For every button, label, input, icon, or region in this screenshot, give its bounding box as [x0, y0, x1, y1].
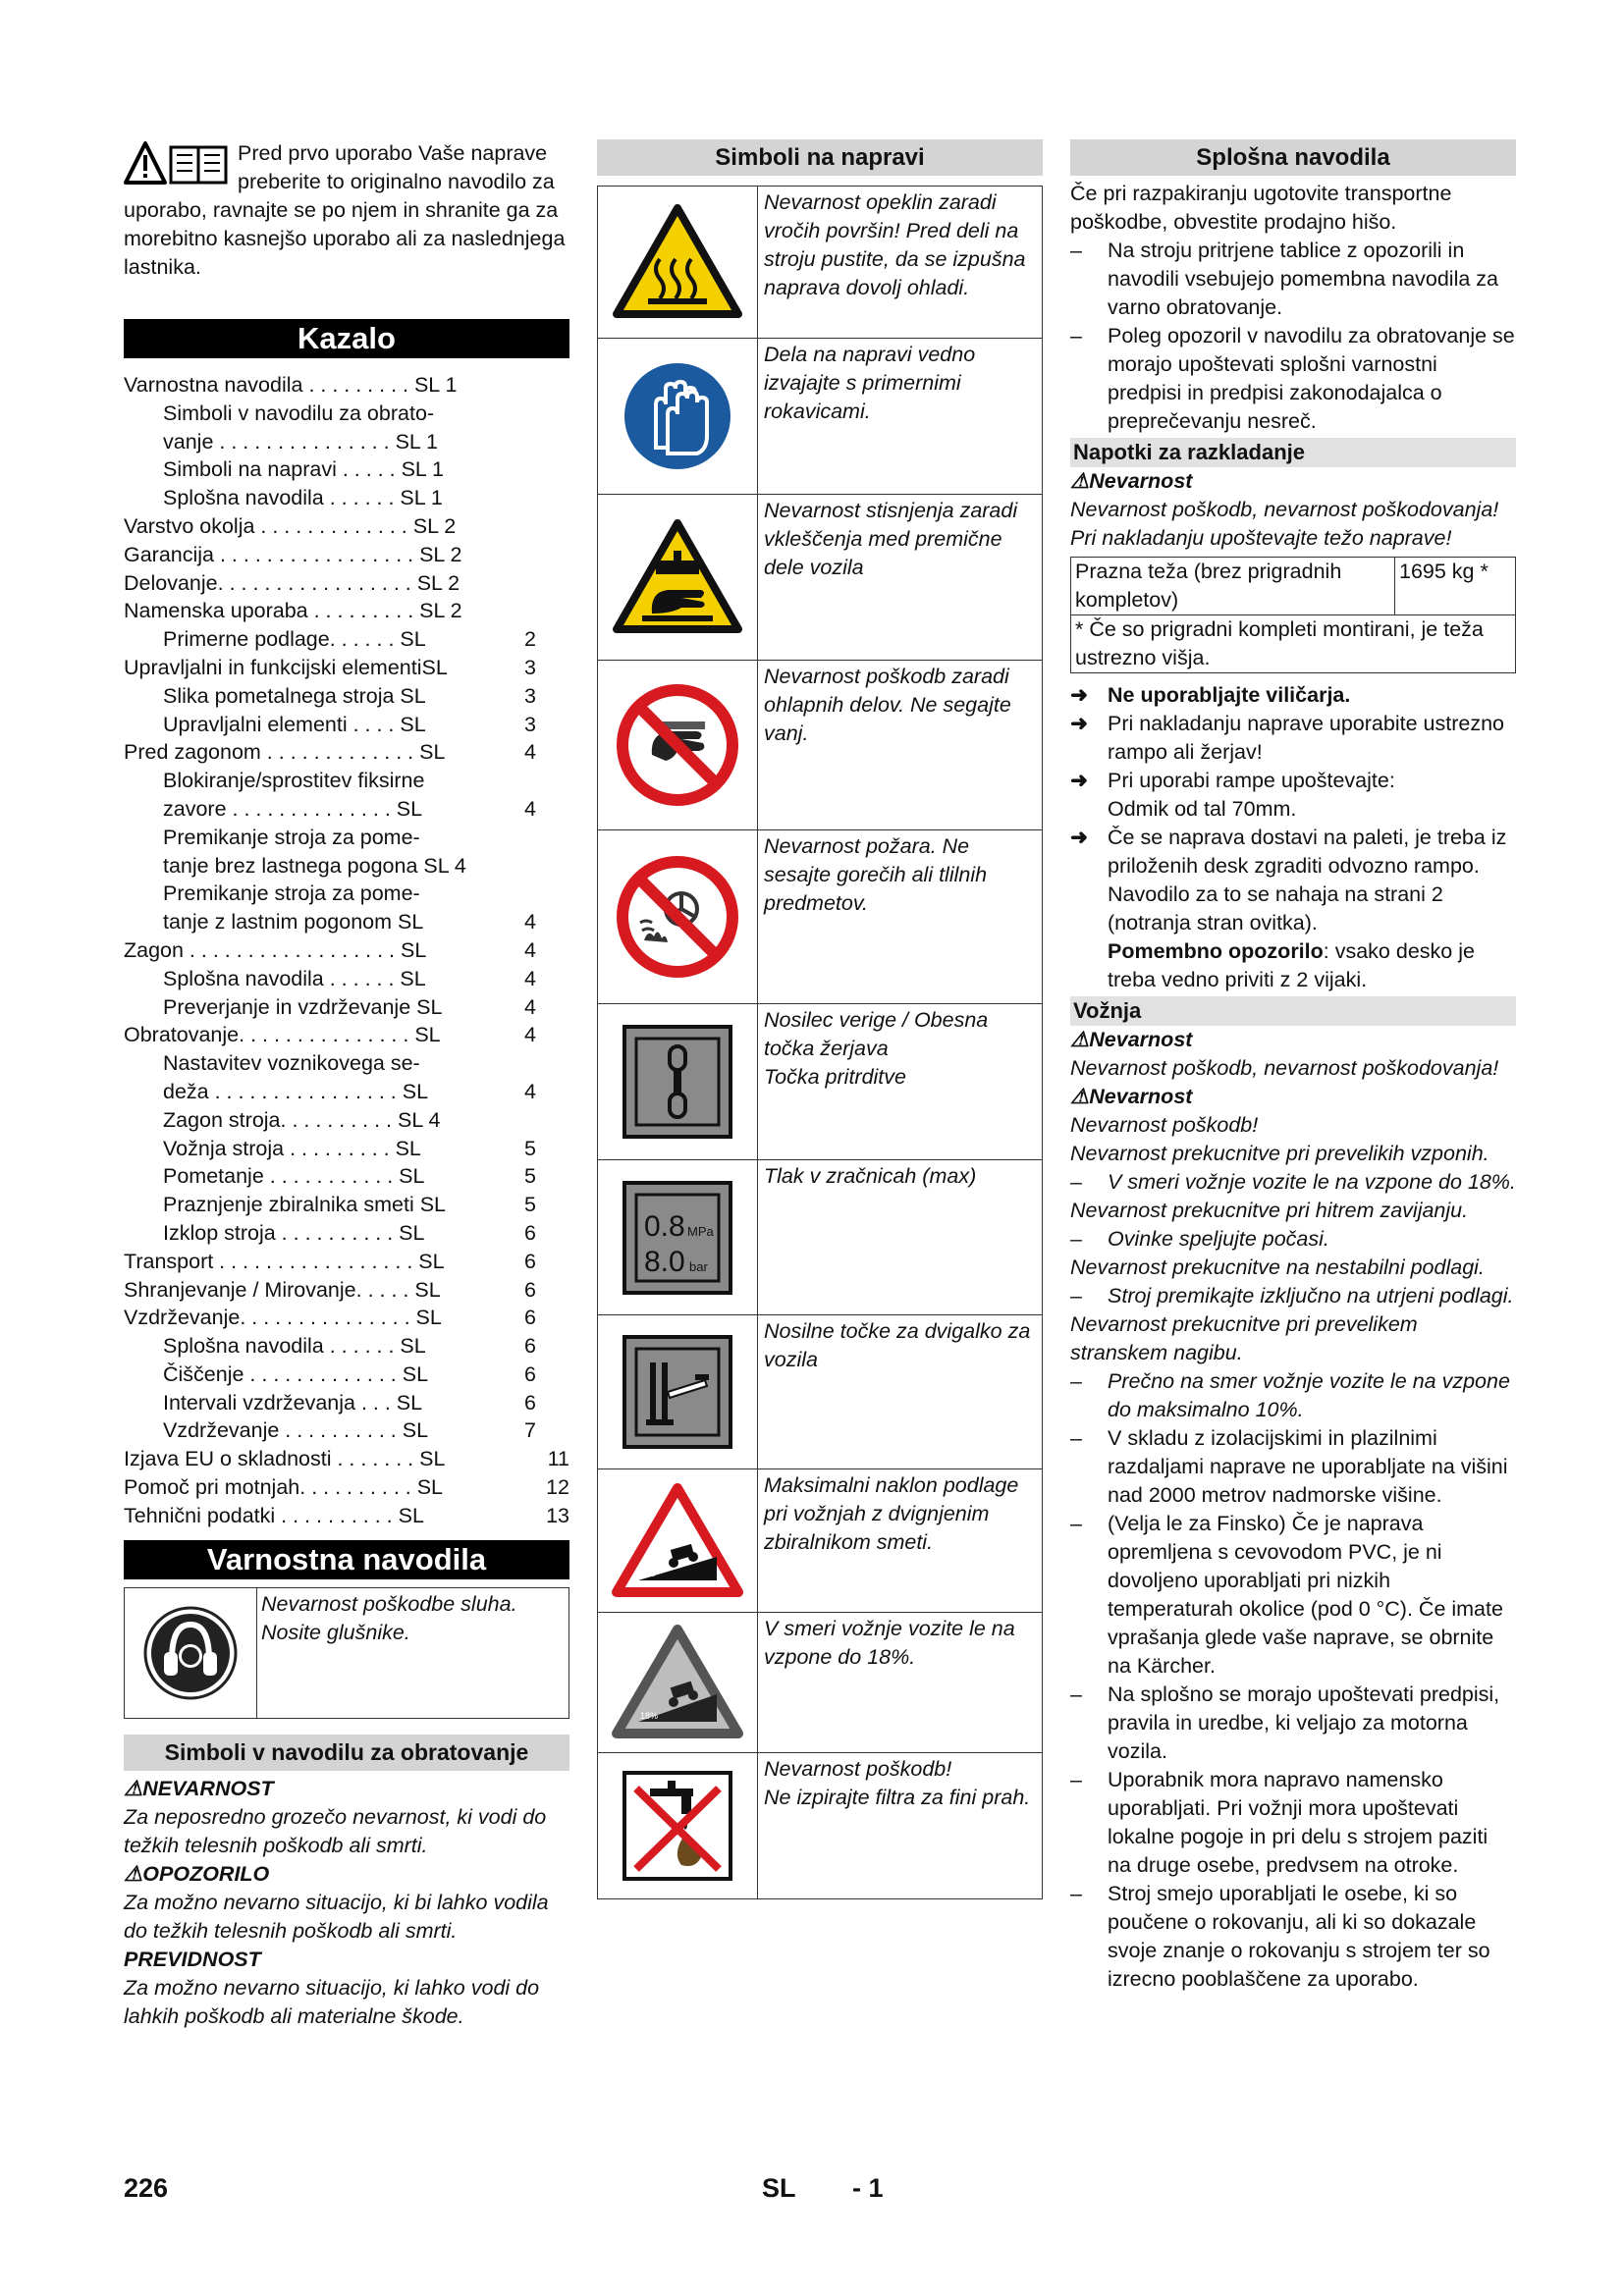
symbol-text: Nevarnost poškodb! Ne izpirajte filtra za fini prah.	[764, 1757, 1031, 1809]
symbol-row	[598, 494, 1042, 660]
toc-entry-page: 4	[524, 1079, 536, 1103]
toc-entry-label: Premikanje stroja za pome-	[163, 881, 420, 906]
toc-entry-page: 7	[524, 1418, 536, 1443]
arrow-icon: ➜	[1070, 712, 1089, 735]
toc-entry-page: 2	[524, 627, 536, 652]
toc-entry[interactable]	[124, 1332, 569, 1361]
gloves-icon	[598, 339, 758, 494]
toc-entry-label: Delovanje. . . . . . . . . . . . . . . . . SL 2	[124, 570, 460, 595]
dash: –	[1070, 1882, 1082, 1905]
toc-entry[interactable]	[124, 1219, 569, 1248]
slope-gray-icon	[598, 1613, 758, 1752]
toc-entry[interactable]	[124, 512, 569, 541]
arrow-icon: ➜	[1070, 683, 1089, 707]
column-middle	[597, 139, 1043, 1899]
hot-surface-icon	[598, 187, 758, 338]
dash: –	[1070, 324, 1082, 347]
weight-note: * Če so prigradni kompleti montirani, je teža ustrezno višja.	[1075, 617, 1484, 669]
toc-entry-page: 5	[524, 1136, 536, 1160]
dash: –	[1070, 239, 1082, 262]
toc-entry[interactable]	[124, 824, 569, 852]
toc-entry[interactable]	[124, 484, 569, 512]
toc-entry-label: Primerne podlage. . . . . . SL	[163, 627, 426, 652]
toc-entry-page: 6	[524, 1334, 536, 1359]
toc-entry[interactable]	[124, 1248, 569, 1276]
danger-heading: ⚠Nevarnost	[1070, 1028, 1193, 1051]
toc-entry[interactable]	[124, 1389, 569, 1417]
general-p1: Če pri razpakiranju ugotovite transportne poškodbe, obvestite prodajno hišo.	[1070, 182, 1452, 234]
toc-entry[interactable]	[124, 1502, 569, 1530]
toc-entry[interactable]	[124, 682, 569, 711]
toc-entry[interactable]	[124, 1191, 569, 1219]
toc-entry[interactable]	[124, 371, 569, 400]
dash: –	[1070, 1768, 1082, 1791]
toc-entry-label: vanje . . . . . . . . . . . . . . . SL 1	[163, 429, 439, 454]
dash: –	[1070, 1284, 1082, 1308]
toc-entry-label: Čiščenje . . . . . . . . . . . . . SL	[163, 1362, 429, 1386]
toc-entry[interactable]	[124, 852, 569, 881]
toc-entry-label: Splošna navodila . . . . . . SL 1	[163, 486, 443, 510]
toc-title: Kazalo	[124, 319, 569, 358]
toc-entry[interactable]	[124, 1361, 569, 1389]
list-item: ➜ Pri nakladanju naprave uporabite ustrezno rampo ali žerjav!	[1070, 712, 1504, 764]
symbol-text: Maksimalni naklon podlage pri vožnjah z dvignjenim zbiralnikom smeti.	[764, 1473, 1019, 1554]
arrow-icon: ➜	[1070, 769, 1089, 792]
slope-gray-label: 18%	[640, 1711, 659, 1721]
toc-entry[interactable]	[124, 1445, 569, 1473]
symbol-text: Dela na napravi vedno izvajajte s primernimi rokavicami.	[764, 343, 976, 423]
drive-title: Vožnja	[1070, 996, 1516, 1026]
toc-entry[interactable]	[124, 1049, 569, 1078]
page-number: 226	[124, 2173, 169, 2203]
toc-entry-page: 6	[524, 1362, 536, 1386]
toc-entry-label: Vzdrževanje . . . . . . . . . . SL	[163, 1418, 429, 1443]
dash: –	[1070, 1426, 1082, 1450]
toc-entry[interactable]	[124, 936, 569, 965]
toc-entry-label: Varnostna navodila . . . . . . . . . SL 1	[124, 373, 458, 397]
caution-text: Za možno nevarno situacijo, ki lahko vodi do lahkih poškodb ali materialne škode.	[124, 1975, 540, 2028]
toc-entry-label: Namenska uporaba . . . . . . . . . SL 2	[124, 599, 462, 623]
toc-entry-label: Slika pometalnega stroja SL	[163, 683, 426, 708]
toc-entry-label: Splošna navodila . . . . . . SL	[163, 1334, 426, 1359]
toc-entry-page: 6	[524, 1390, 536, 1415]
intro	[124, 139, 569, 282]
toc-entry-label: Izjava EU o skladnosti . . . . . . . SL	[124, 1447, 446, 1471]
weight-row	[1071, 558, 1515, 615]
language-code: SL	[762, 2173, 796, 2203]
warning-heading: ⚠OPOZORILO	[124, 1861, 270, 1886]
symbol-text: Nevarnost poškodb zaradi ohlapnih delov. Ne segajte vanj.	[764, 665, 1011, 745]
symbol-text: Nosilec verige / Obesna točka žerjava Točka pritrditve	[764, 1008, 989, 1089]
toc-entry-page: 13	[546, 1503, 569, 1527]
dash: –	[1070, 1682, 1082, 1706]
toc-entry[interactable]	[124, 993, 569, 1022]
toc-entry-page: 3	[524, 655, 536, 679]
toc-entry-page: 12	[546, 1475, 569, 1500]
column-left	[124, 139, 569, 2031]
toc-entry-page: 6	[524, 1220, 536, 1245]
symbol-row	[598, 1752, 1042, 1898]
toc-entry-label: Vzdrževanje. . . . . . . . . . . . . . . SL	[124, 1306, 442, 1330]
toc-entry-label: Nastavitev voznikovega se-	[163, 1051, 420, 1076]
toc-entry-page: 6	[524, 1249, 536, 1273]
toc-entry[interactable]	[124, 1021, 569, 1049]
symbol-row	[598, 187, 1042, 338]
toc-entry-label: Garancija . . . . . . . . . . . . . . . . . SL 2	[124, 542, 462, 566]
list-item: – Stroj premikajte izključno na utrjeni podlagi.	[1070, 1282, 1516, 1310]
weight-label: Prazna teža (brez prigradnih kompletov)	[1071, 558, 1395, 614]
toc-entry-label: deža . . . . . . . . . . . . . . . . SL	[163, 1079, 429, 1103]
arrow-icon: ➜	[1070, 826, 1089, 849]
pressure-value-2: 8.0	[644, 1245, 685, 1278]
hearing-protection-box	[124, 1587, 569, 1719]
dash: –	[1070, 1227, 1082, 1251]
symbol-text: Nevarnost požara. Ne sesajte gorečih ali tlilnih predmetov.	[764, 834, 988, 915]
tip-text: Nevarnost prekucnitve na nestabilni podlagi.	[1070, 1255, 1485, 1279]
device-symbols-title: Simboli na napravi	[597, 139, 1043, 176]
toc-entry-label: Izklop stroja . . . . . . . . . . SL	[163, 1220, 425, 1245]
danger-heading: ⚠Nevarnost	[1070, 469, 1193, 493]
toc-entry-page: 5	[524, 1164, 536, 1189]
list-item: – V skladu z izolacijskimi in plazilnimi razdaljami naprave ne uporabljate na višini nad 2000 metrov nadmorske višine.	[1070, 1426, 1508, 1507]
list-item: – (Velja le za Finsko) Če je naprava opremljena s cevovodom PVC, je ni dovoljeno uporabljati pri nizkih temperaturah okolice (pod 0 °C). Če imate vprašanja glede vaše naprave, se obrnite na Kärcher.	[1070, 1512, 1503, 1678]
toc-entry[interactable]	[124, 1473, 569, 1502]
toc-entry-page: 3	[524, 683, 536, 708]
tip-text: Nevarnost prekucnitve pri prevelikem stranskem nagibu.	[1070, 1312, 1418, 1364]
toc-entry[interactable]	[124, 1416, 569, 1445]
dash: –	[1070, 1369, 1082, 1393]
toc-entry-label: Zagon stroja. . . . . . . . . . SL 4	[163, 1107, 441, 1132]
toc-entry-page: 6	[524, 1306, 536, 1330]
toc-entry-label: tanje brez lastnega pogona SL 4	[163, 853, 466, 878]
device-symbols-table	[597, 186, 1043, 1899]
manual-symbols-title: Simboli v navodilu za obratovanje	[124, 1735, 569, 1771]
slope-red-label: 3%	[642, 1568, 656, 1578]
danger-heading: ⚠Nevarnost	[1070, 1085, 1193, 1108]
toc-entry[interactable]	[124, 1304, 569, 1332]
toc-entry-label: Transport . . . . . . . . . . . . . . . . . SL	[124, 1249, 445, 1273]
toc-entry[interactable]	[124, 1078, 569, 1106]
toc-entry-label: Splošna navodila . . . . . . SL	[163, 966, 426, 990]
unload-title: Napotki za razkladanje	[1070, 438, 1516, 467]
tip-text: Nevarnost prekucnitve pri hitrem zavijanju.	[1070, 1199, 1469, 1222]
toc-entry-label: Pometanje . . . . . . . . . . . SL	[163, 1164, 425, 1189]
toc-entry-label: tanje z lastnim pogonom SL	[163, 910, 424, 934]
toc-entry[interactable]	[124, 428, 569, 456]
toc-entry-page: 5	[524, 1193, 536, 1217]
pressure-value-1: 0.8	[644, 1209, 685, 1243]
toc-entry[interactable]	[124, 569, 569, 598]
warning-book-icons	[124, 139, 232, 188]
toc-entry-page: 6	[524, 1277, 536, 1302]
toc-entry-label: Vožnja stroja . . . . . . . . . SL	[163, 1136, 421, 1160]
toc-entry[interactable]	[124, 738, 569, 767]
toc-entry-label: Simboli v navodilu za obrato-	[163, 400, 435, 425]
list-item: – Stroj smejo uporabljati le osebe, ki so poučene o rokovanju, ali ki so dokazale svoje znanje o rokovanju s strojem ter so izrecno pooblaščene za uporabo.	[1070, 1882, 1490, 1991]
list-item: – Uporabnik mora napravo namensko uporabljati. Pri vožnji mora upoštevati lokalne pogoje in pri delu s strojem paziti na druge osebe, predvsem na otroke.	[1070, 1768, 1489, 1877]
symbol-text: V smeri vožnje vozite le na vzpone do 18%.	[764, 1617, 1015, 1669]
symbol-row	[598, 660, 1042, 829]
toc-entry-page: 4	[524, 966, 536, 990]
toc-entry[interactable]	[124, 1135, 569, 1163]
general-title: Splošna navodila	[1070, 139, 1516, 176]
safety-title: Varnostna navodila	[124, 1540, 569, 1579]
list-item: – Na stroju pritrjene tablice z opozorili in navodili vsebujejo pomembna navodila za varno obratovanje.	[1070, 239, 1499, 319]
jack-point-icon	[598, 1315, 758, 1468]
no-water-filter-icon	[598, 1753, 758, 1898]
list-item: – V smeri vožnje vozite le na vzpone do 18%.	[1070, 1168, 1516, 1197]
slope-red-icon	[598, 1469, 758, 1612]
toc-entry[interactable]	[124, 400, 569, 428]
danger-text: Nevarnost poškodb, nevarnost poškodovanja! Pri nakladanju upoštevajte težo naprave!	[1070, 498, 1499, 550]
toc-entry[interactable]	[124, 711, 569, 739]
toc-entry[interactable]	[124, 541, 569, 569]
toc-entry-label: Shranjevanje / Mirovanje. . . . . SL	[124, 1277, 441, 1302]
toc-entry[interactable]	[124, 1106, 569, 1135]
danger-text: Nevarnost prekucnitve pri prevelikih vzponih.	[1070, 1142, 1489, 1165]
dash: –	[1070, 1170, 1082, 1194]
danger-text: Nevarnost poškodb!	[1070, 1113, 1259, 1137]
toc-entry[interactable]	[124, 625, 569, 654]
symbol-row	[598, 1612, 1042, 1752]
list-item: – Na splošno se morajo upoštevati predpisi, pravila in uredbe, ki veljajo za motorna vozila.	[1070, 1682, 1500, 1763]
toc-entry-label: Praznjenje zbiralnika smeti SL	[163, 1193, 446, 1217]
hearing-protection-text: Nevarnost poškodbe sluha. Nosite glušnike.	[261, 1591, 517, 1644]
toc-entry-page: 4	[524, 937, 536, 962]
weight-value: 1695 kg *	[1399, 560, 1489, 583]
no-flammable-icon	[598, 830, 758, 1003]
toc-entry-page: 11	[547, 1447, 569, 1471]
toc-entry[interactable]	[124, 965, 569, 993]
intro-text: Pred prvo uporabo Vaše naprave preberite to originalno navodilo za uporabo, ravnajte se po njem in shranite ga za morebitno kasnejšo uporabo ali za naslednjega lastnika.	[124, 141, 566, 279]
crush-hand-icon	[598, 495, 758, 660]
toc-entry-label: Pred zagonom . . . . . . . . . . . . . SL	[124, 740, 446, 765]
table-of-contents	[124, 371, 569, 1530]
toc-entry-label: Tehnični podatki . . . . . . . . . . SL	[124, 1503, 424, 1527]
toc-entry-label: Pomoč pri motnjah. . . . . . . . . . SL	[124, 1475, 444, 1500]
toc-entry-label: zavore . . . . . . . . . . . . . . SL	[163, 796, 423, 821]
toc-entry-label: Premikanje stroja za pome-	[163, 825, 420, 849]
no-reach-in-icon	[598, 661, 758, 829]
toc-entry[interactable]	[124, 654, 569, 682]
chain-icon	[598, 1004, 758, 1159]
symbol-row	[598, 1468, 1042, 1612]
toc-entry-page: 4	[524, 1023, 536, 1047]
pressure-unit-1: MPa	[687, 1223, 714, 1239]
list-item: ➜ Pri uporabi rampe upoštevajte: Odmik od tal 70mm.	[1070, 769, 1395, 821]
symbol-text: Nevarnost stisnjenja zaradi vkleščenja med premične dele vozila	[764, 499, 1018, 579]
list-item: ➜ Ne uporabljajte viličarja.	[1070, 681, 1516, 710]
section-number: - 1	[852, 2173, 884, 2203]
toc-entry[interactable]	[124, 597, 569, 625]
list-item: – Ovinke speljujte počasi.	[1070, 1225, 1516, 1254]
symbol-row	[598, 1314, 1042, 1468]
toc-entry-page: 4	[524, 740, 536, 765]
toc-entry-label: Zagon . . . . . . . . . . . . . . . . . . SL	[124, 937, 427, 962]
list-item: – Poleg opozoril v navodilu za obratovanje se morajo upoštevati splošni varnostni predpisi in predpisi zakonodajalca o preprečevanju nesreč.	[1070, 324, 1515, 433]
symbol-text: Nosilne točke za dvigalko za vozila	[764, 1319, 1031, 1371]
toc-entry-label: Preverjanje in vzdrževanje SL	[163, 994, 443, 1019]
list-item: – Prečno na smer vožnje vozite le na vzpone do maksimalno 10%.	[1070, 1369, 1510, 1421]
toc-entry[interactable]	[124, 1276, 569, 1305]
caution-heading: PREVIDNOST	[124, 1947, 261, 1971]
symbol-text: Nevarnost opeklin zaradi vročih površin! Pred deli na stroju pustite, da se izpušna naprava dovolj ohladi.	[764, 190, 1026, 299]
weight-table	[1070, 557, 1516, 673]
ear-protection-icon	[125, 1588, 257, 1718]
toc-entry-label: Intervali vzdrževanja . . . SL	[163, 1390, 423, 1415]
warning-text: Za možno nevarno situacijo, ki bi lahko vodila do težkih telesnih poškodb ali smrti.	[124, 1890, 549, 1943]
toc-entry[interactable]	[124, 880, 569, 908]
toc-entry[interactable]	[124, 455, 569, 484]
toc-entry-page: 4	[524, 994, 536, 1019]
symbol-row	[598, 1159, 1042, 1314]
symbol-row	[598, 829, 1042, 1003]
toc-entry-label: Upravljalni in funkcijski elementiSL	[124, 655, 448, 679]
dash: –	[1070, 1512, 1082, 1535]
pressure-unit-2: bar	[689, 1258, 708, 1274]
toc-entry-page: 3	[524, 712, 536, 736]
list-item: ➜ Če se naprava dostavi na paleti, je treba iz priloženih desk zgraditi odvozno rampo. Navodilo za to se nahaja na strani 2 (notranja stran ovitka). Pomembno opozorilo: vsako desko je treba vedno priviti z 2 vijaki.	[1070, 826, 1507, 991]
danger-text: Nevarnost poškodb, nevarnost poškodovanja!	[1070, 1056, 1499, 1080]
danger-heading: ⚠NEVARNOST	[124, 1776, 274, 1800]
toc-entry-page: 4	[524, 910, 536, 934]
toc-entry-page: 4	[524, 796, 536, 821]
toc-entry-label: Simboli na napravi . . . . . SL 1	[163, 457, 445, 482]
danger-text: Za neposredno grozečo nevarnost, ki vodi do težkih telesnih poškodb ali smrti.	[124, 1804, 547, 1857]
symbol-text: Tlak v zračnicah (max)	[764, 1164, 977, 1188]
toc-entry-label: Blokiranje/sprostitev fiksirne	[163, 769, 425, 793]
toc-entry[interactable]	[124, 908, 569, 936]
toc-entry[interactable]	[124, 795, 569, 824]
symbol-row	[598, 1003, 1042, 1159]
toc-entry[interactable]	[124, 767, 569, 795]
toc-entry-label: Varstvo okolja . . . . . . . . . . . . . SL 2	[124, 513, 457, 538]
toc-entry-label: Obratovanje. . . . . . . . . . . . . . . SL	[124, 1023, 441, 1047]
toc-entry[interactable]	[124, 1162, 569, 1191]
toc-entry-label: Upravljalni elementi . . . . SL	[163, 712, 426, 736]
symbol-row	[598, 338, 1042, 494]
tire-pressure-icon	[598, 1160, 758, 1314]
column-right	[1070, 139, 1516, 1994]
